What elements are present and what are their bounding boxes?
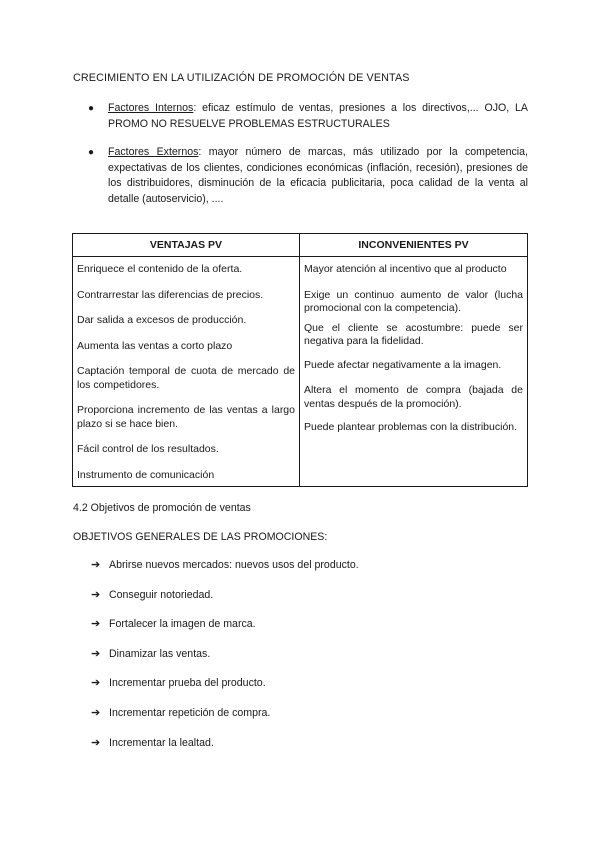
ventajas-cell bbox=[73, 257, 300, 487]
ventaja-item: Captación temporal de cuota de mercado de los competidores. bbox=[77, 365, 295, 391]
page-heading: CRECIMIENTO EN LA UTILIZACIÓN DE PROMOCIÓN DE VENTAS bbox=[73, 72, 410, 84]
inconveniente-item: Puede afectar negativamente a la imagen. bbox=[304, 358, 502, 371]
inconvenientes-cell bbox=[300, 257, 528, 487]
header-inconvenientes: INCONVENIENTES PV bbox=[300, 234, 528, 257]
arrow-right-icon: ➔ bbox=[91, 736, 101, 749]
factor-label: Factores Internos bbox=[108, 102, 194, 114]
inconveniente-item: Altera el momento de compra (bajada de ventas después de la promoción). bbox=[304, 384, 523, 410]
bullet-dot-icon: ● bbox=[88, 147, 95, 158]
arrow-right-icon: ➔ bbox=[91, 618, 101, 631]
inconveniente-item: Que el cliente se acostumbre: puede ser negativa para la fidelidad. bbox=[304, 321, 523, 347]
inconveniente-item: Mayor atención al incentivo que al producto bbox=[304, 263, 507, 275]
header-ventajas: VENTAJAS PV bbox=[73, 234, 300, 257]
ventaja-item: Fácil control de los resultados. bbox=[77, 443, 219, 455]
ventaja-item: Instrumento de comunicación bbox=[77, 468, 215, 481]
pv-table bbox=[72, 233, 528, 487]
arrow-right-icon: ➔ bbox=[91, 588, 101, 601]
inconveniente-item: Exige un continuo aumento de valor (lucha promocional con la competencia). bbox=[304, 288, 523, 314]
ventaja-item: Enriquece el contenido de la oferta. bbox=[77, 263, 243, 275]
arrow-right-icon: ➔ bbox=[91, 559, 101, 571]
ventaja-item: Proporciona incremento de las ventas a largo plazo si se hace bien. bbox=[77, 404, 295, 430]
ventaja-item: Contrarrestar las diferencias de precios. bbox=[77, 288, 264, 301]
factor-internal bbox=[88, 101, 528, 132]
arrow-right-icon: ➔ bbox=[91, 647, 101, 660]
section-title: 4.2 Objetivos de promoción de ventas bbox=[73, 502, 251, 514]
ventaja-item: Dar salida a excesos de producción. bbox=[77, 314, 247, 326]
inconveniente-item: Puede plantear problemas con la distribución. bbox=[304, 421, 518, 433]
factor-label: Factores Externos bbox=[108, 146, 199, 158]
document-page: CRECIMIENTO EN LA UTILIZACIÓN DE PROMOCIÓN DE VENTAS ● Factores Internos: eficaz estímulo de ventas, presiones a los directivos,... OJO, LA PROMO NO RESUELVE PROBLEMAS ESTRUCTURALES ● Factores Externos: mayor número de marcas, más utilizado por la competencia, expectativas de los clientes, condiciones económicas (inflación, recesión), presiones de los distribuidores, disminución de la eficacia publicitaria, poca calidad de la venta al detalle (autoservicio), .... VENTAJAS PV INCONVENIENTES PV Enriquece el contenido de la oferta. Contrarrestar las diferencias de precios. Dar salida a excesos de producción. Aumenta las ventas a corto plazo Captación temporal de cuota de mercado de los competidores. Proporciona incremento de las ventas a largo plazo si se hace bien. Fácil control de los resultados. Instrumento de comunicación Mayor atención al incentivo que al producto Exige un continuo aumento de valor (lucha promocional con la competencia). Que el cliente se acostumbre: puede ser negativa para la fidelidad. Puede afectar negativamente a la imagen. Altera el momento de compra (bajada de ventas después de la promoción). Puede plantear problemas con la distribución. 4.2 Objetivos de promoción de ventas OBJETIVOS GENERALES DE LAS PROMOCIONES: ➔ Abrirse nuevos mercados: nuevos usos del producto. ➔ Conseguir notoriedad. ➔ Fortalecer la imagen de marca. ➔ Dinamizar las ventas. ➔ Incrementar prueba del producto. ➔ Incrementar repetición de compra. ➔ Incrementar la lealtad. bbox=[73, 72, 528, 749]
arrow-right-icon: ➔ bbox=[91, 706, 101, 719]
bullet-dot-icon: ● bbox=[88, 103, 95, 114]
factor-external bbox=[88, 145, 528, 207]
objectives-title: OBJETIVOS GENERALES DE LAS PROMOCIONES: bbox=[73, 531, 328, 543]
arrow-right-icon: ➔ bbox=[91, 677, 101, 690]
factor-text: : eficaz estímulo de ventas, presiones a los directivos,... OJO, LA PROMO NO RESUELVE PROBLEMAS ESTRUCTURALES bbox=[108, 102, 528, 130]
ventaja-item: Aumenta las ventas a corto plazo bbox=[77, 339, 233, 352]
factor-text: : mayor número de marcas, más utilizado por la competencia, expectativas de los clientes, condiciones económicas (inflación, recesión), presiones de los distribuidores, disminución de la eficacia publicitaria, poca calidad de la venta al detalle (autoservicio), .... bbox=[108, 146, 528, 205]
